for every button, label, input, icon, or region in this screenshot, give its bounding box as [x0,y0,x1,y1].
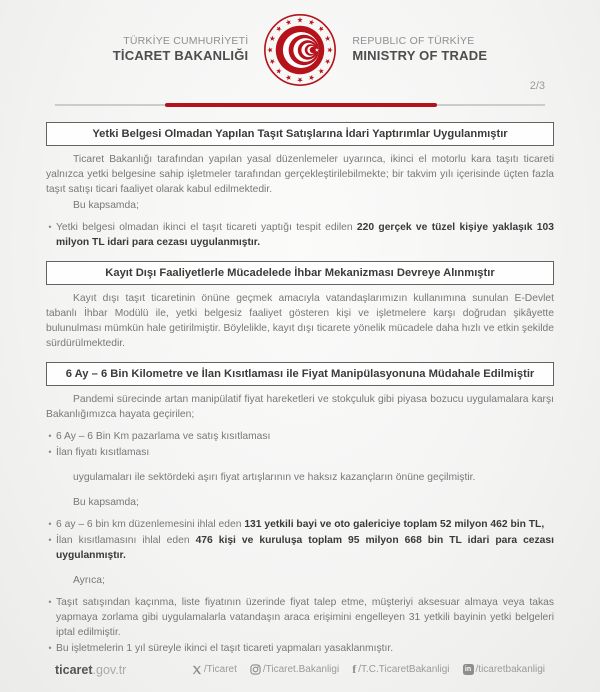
section-title-fiyat-manipulasyonu: 6 Ay – 6 Bin Kilometre ve İlan Kısıtlaması ile Fiyat Manipülasyonuna Müdahale Edilmiştir [46,362,554,386]
social-links [192,662,545,677]
after-measures-note: uygulamaları ile sektördeki aşırı fiyat artışlarının ve haksız kazançların önüne geçilmiştir. [73,472,476,483]
progress-rule-filled [165,103,437,107]
social-link-x[interactable] [192,664,237,675]
lead-in-bu-kapsamda-2: Bu kapsamda; [73,497,139,508]
social-link-facebook[interactable] [352,662,449,677]
bullet-list-1 [46,220,554,250]
bullet-list-final [46,595,554,656]
org-country-tr: TÜRKİYE CUMHURİYETİ [123,35,249,48]
bullet-dot-icon: • [48,535,52,545]
bullet-text [56,533,554,563]
bullet-item [44,595,554,640]
progress-area [55,80,545,112]
lead-in-ayrica: Ayrıca; [73,575,105,586]
bullet-text: Bu işletmelerin 1 yıl süreyle ikinci el taşıt ticareti yapmaları yasaklanmıştır. [56,643,394,654]
bullet-text-bold: 476 kişi ve kuruluşa toplam 95 milyon 668 bin TL idari para cezası uygulanmıştır. [56,535,554,561]
linkedin-icon: in [463,664,474,675]
x-icon [192,665,202,675]
social-link-instagram[interactable] [250,664,339,675]
bullet-list-penalties [46,517,554,563]
social-handle: /ticaretbakanligi [475,664,545,675]
instagram-icon [250,664,261,675]
bullet-text-normal: Yetki belgesi olmadan ikinci el taşıt ticareti yaptığı tespit edilen [56,222,357,233]
bullet-dot-icon: • [48,222,52,232]
footer [55,662,545,677]
bullet-text-normal: İlan kısıtlamasını ihlal eden [56,535,196,546]
lead-in-bu-kapsamda-1: Bu kapsamda; [73,200,139,211]
bullet-item [44,517,554,532]
bullet-text-bold: 220 gerçek ve tüzel kişiye yaklaşık 103 milyon TL idari para cezası uygulanmıştır. [56,222,554,248]
bullet-text: 6 Ay – 6 Bin Km pazarlama ve satış kısıtlaması [56,431,271,442]
section-title-ihbar-mekanizmasi: Kayıt Dışı Faaliyetlerle Mücadelede İhbar Mekanizması Devreye Alınmıştır [46,261,554,285]
bullet-dot-icon: • [48,431,52,441]
progress-rule [55,104,545,106]
bullet-text [56,220,554,250]
bullet-dot-icon: • [48,447,52,457]
page-indicator: 2/3 [529,80,545,92]
bullet-item [44,220,554,250]
header-right-org [352,35,487,64]
paragraph-ihbar-mekanizmasi: Kayıt dışı taşıt ticaretinin önüne geçmek amacıyla vatandaşlarımızın kullanımına sunulan E-Devlet tabanlı İhbar Modülü ile, yetki belgesiz faaliyet gösteren kişi ve işletmelere karşı doğrudan şikâyette bulunulması mümkün hale getirilmiştir. Böylelikle, kayıt dışı ticarete yönelik mücadele daha hızlı ve etkin şekilde sürdürülmektedir. [46,293,554,349]
bullet-dot-icon: • [48,597,52,607]
bullet-dot-icon: • [48,519,52,529]
bullet-text: İlan fiyatı kısıtlaması [56,447,150,458]
site-name: ticaret [55,662,93,677]
bullet-text: Taşıt satışından kaçınma, liste fiyatının üzerinde fiyat talep etme, müşteriyi aksesuar almaya veya takas yapmaya zorlama gibi uygulamalarla vatandaşın araca erişimini engelleyen 31 yetkili bayinin yetki belgeleri iptal edilmiştir. [56,597,554,638]
footer-site-link[interactable] [55,663,126,677]
org-ministry-tr: TİCARET BAKANLIĞI [112,48,249,64]
social-handle: /Ticaret [203,664,237,675]
bullet-item [44,641,554,656]
bullet-item [44,445,554,460]
social-handle: /Ticaret.Bakanligi [262,664,340,675]
bullet-item [44,533,554,563]
header [0,0,600,94]
ministry-of-trade-emblem-icon [262,12,338,88]
social-link-linkedin[interactable] [463,664,545,675]
bullet-dot-icon: • [48,643,52,653]
bullet-text [56,517,554,532]
header-left-org [113,35,249,64]
bullet-item [44,429,554,444]
org-ministry-en: MINISTRY OF TRADE [352,48,488,64]
paragraph-fiyat-manipulasyonu: Pandemi sürecinde artan manipülatif fiyat hareketleri ve stokçuluk gibi piyasa bozucu uygulamalara karşı Bakanlığımızca hayata geçirilen; [46,394,554,420]
paragraph-yetki-belgesi: Ticaret Bakanlığı tarafından yapılan yasal düzenlemeler uyarınca, ikinci el motorlu kara taşıtı ticareti yalnızca yetki belgesine sahip işletmeler tarafından gerçekleştirilebilmekte; bir takvim yılı içerisinde üçten fazla taşıt satışı ticari faaliyet olarak kabul edilmektedir. [46,154,554,195]
bullet-text-normal: 6 ay – 6 bin km düzenlemesini ihlal eden [56,519,245,530]
social-handle: /T.C.TicaretBakanligi [358,664,450,675]
bullet-list-measures [46,429,554,460]
site-tld: .gov.tr [92,662,127,677]
bullet-text-bold: 131 yetkili bayi ve oto galericiye toplam 52 milyon 462 bin TL, [244,519,545,530]
section-title-yetki-belgesi: Yetki Belgesi Olmadan Yapılan Taşıt Satışlarına İdari Yaptırımlar Uygulanmıştır [46,122,554,146]
content [0,112,600,662]
org-country-en: REPUBLIC OF TÜRKİYE [352,35,475,48]
facebook-icon: f [352,662,357,676]
